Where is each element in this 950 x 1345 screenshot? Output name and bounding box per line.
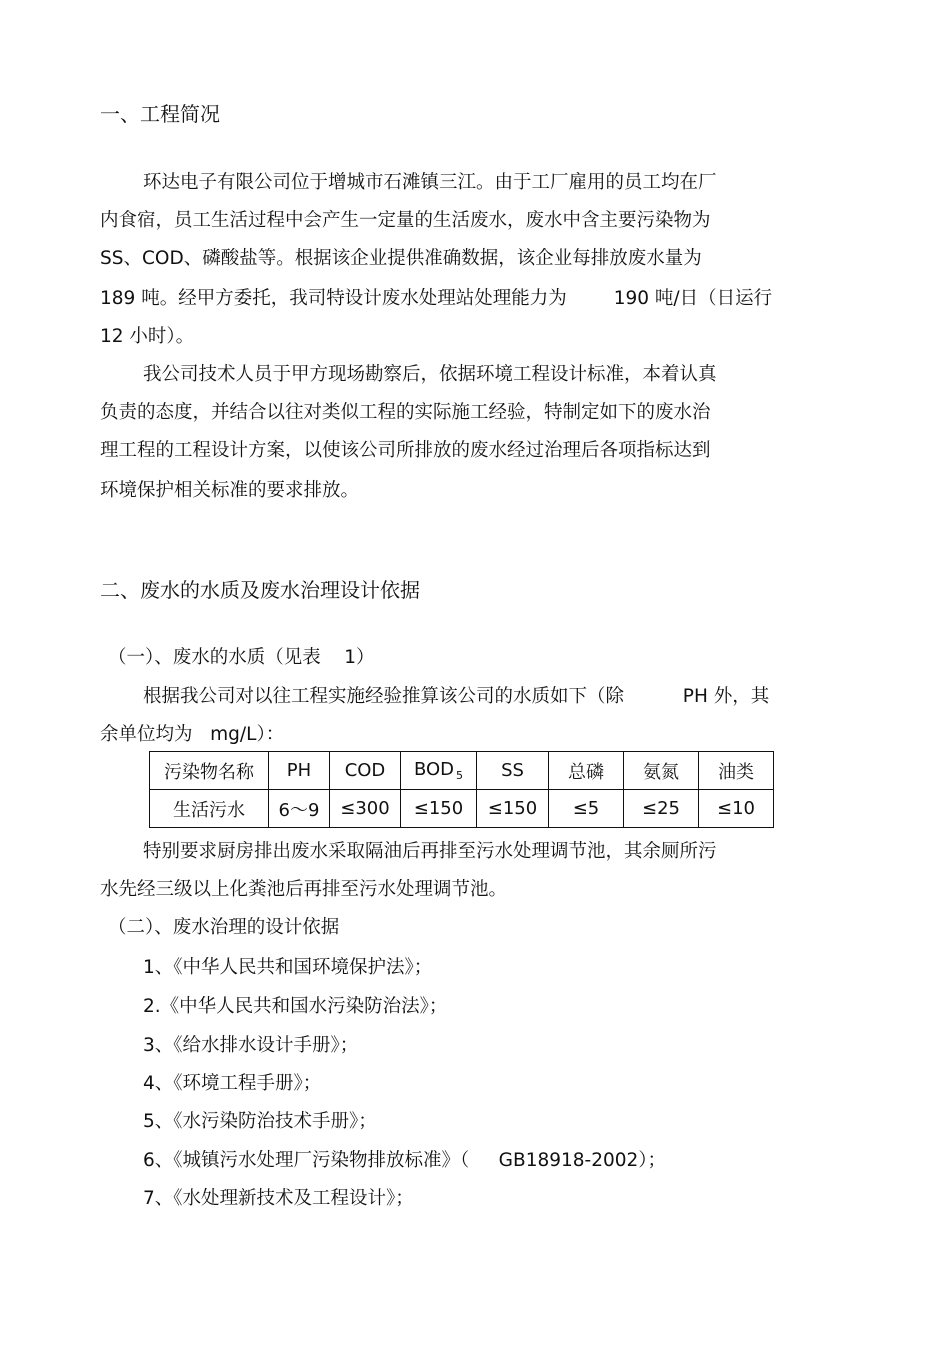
para2-line-3: 理工程的工程设计方案，以使该公司所排放的废水经过治理后各项指标达到: [100, 440, 711, 461]
table-cell: ≤25: [624, 790, 699, 828]
table-header-cell: COD: [330, 752, 401, 790]
table-row: [150, 790, 774, 828]
para1-line-1: 环达电子有限公司位于增城市石滩镇三江。由于工厂雇用的员工均在厂: [143, 172, 717, 193]
reference-item-1: 1、《中华人民共和国环境保护法》；: [143, 957, 433, 978]
table-cell: 6～9: [269, 790, 330, 828]
sub1-title: （一）、废水的水质（见表 1）: [108, 647, 375, 668]
table-header-cell: 氨氮: [624, 752, 699, 790]
para1-line-5: 12 小时）。: [100, 326, 195, 347]
reference-item-2: 2.《中华人民共和国水污染防治法》；: [143, 996, 448, 1017]
bod-subscript: 5: [456, 769, 464, 782]
table-cell: ≤10: [699, 790, 774, 828]
table-header-row: [150, 752, 774, 790]
table-header-cell: 油类: [699, 752, 774, 790]
para2-line-1: 我公司技术人员于甲方现场勘察后，依据环境工程设计标准，本着认真: [143, 364, 717, 385]
table-header-cell-bod: [401, 752, 477, 790]
reference-item-4: 4、《环境工程手册》；: [143, 1073, 322, 1094]
reference-item-6: 6、《城镇污水处理厂污染物排放标准》（ GB18918-2002）；: [143, 1150, 667, 1171]
sub1-after-line-2: 水先经三级以上化粪池后再排至污水处理调节池。: [100, 879, 508, 900]
reference-item-7: 7、《水处理新技术及工程设计》；: [143, 1188, 414, 1209]
table-header-cell: 总磷: [549, 752, 624, 790]
sub1-intro-line-2: 余单位均为 mg/L）：: [100, 724, 285, 745]
section1-title: 一、工程简况: [100, 102, 220, 126]
table-cell: ≤150: [477, 790, 549, 828]
table-cell: 生活污水: [150, 790, 269, 828]
para2-line-2: 负责的态度，并结合以往对类似工程的实际施工经验，特制定如下的废水治: [100, 402, 711, 423]
water-quality-table: [149, 751, 774, 828]
table-cell: ≤300: [330, 790, 401, 828]
bod-label: BOD: [413, 759, 455, 780]
table-cell: ≤150: [401, 790, 477, 828]
table-header-cell: SS: [477, 752, 549, 790]
para2-line-4: 环境保护相关标准的要求排放。: [100, 480, 360, 501]
table-cell: ≤5: [549, 790, 624, 828]
sub1-intro-line-1: 根据我公司对以往工程实施经验推算该公司的水质如下（除 PH 外，其: [143, 686, 770, 707]
table-header-cell: 污染物名称: [150, 752, 269, 790]
reference-item-5: 5、《水污染防治技术手册》；: [143, 1111, 377, 1132]
para1-line-3: SS、COD、磷酸盐等。根据该企业提供准确数据，该企业每排放废水量为: [100, 248, 702, 269]
para1-line-4: 189 吨。经甲方委托，我司特设计废水处理站处理能力为 190 吨/日（日运行: [100, 288, 773, 309]
sub2-title: （二）、废水治理的设计依据: [108, 917, 340, 938]
sub1-after-line-1: 特别要求厨房排出废水采取隔油后再排至污水处理调节池，其余厕所污: [143, 841, 717, 862]
table-header-cell: PH: [269, 752, 330, 790]
section2-title: 二、废水的水质及废水治理设计依据: [100, 578, 420, 602]
reference-item-3: 3、《给水排水设计手册》；: [143, 1035, 359, 1056]
para1-line-2: 内食宿，员工生活过程中会产生一定量的生活废水，废水中含主要污染物为: [100, 210, 711, 231]
